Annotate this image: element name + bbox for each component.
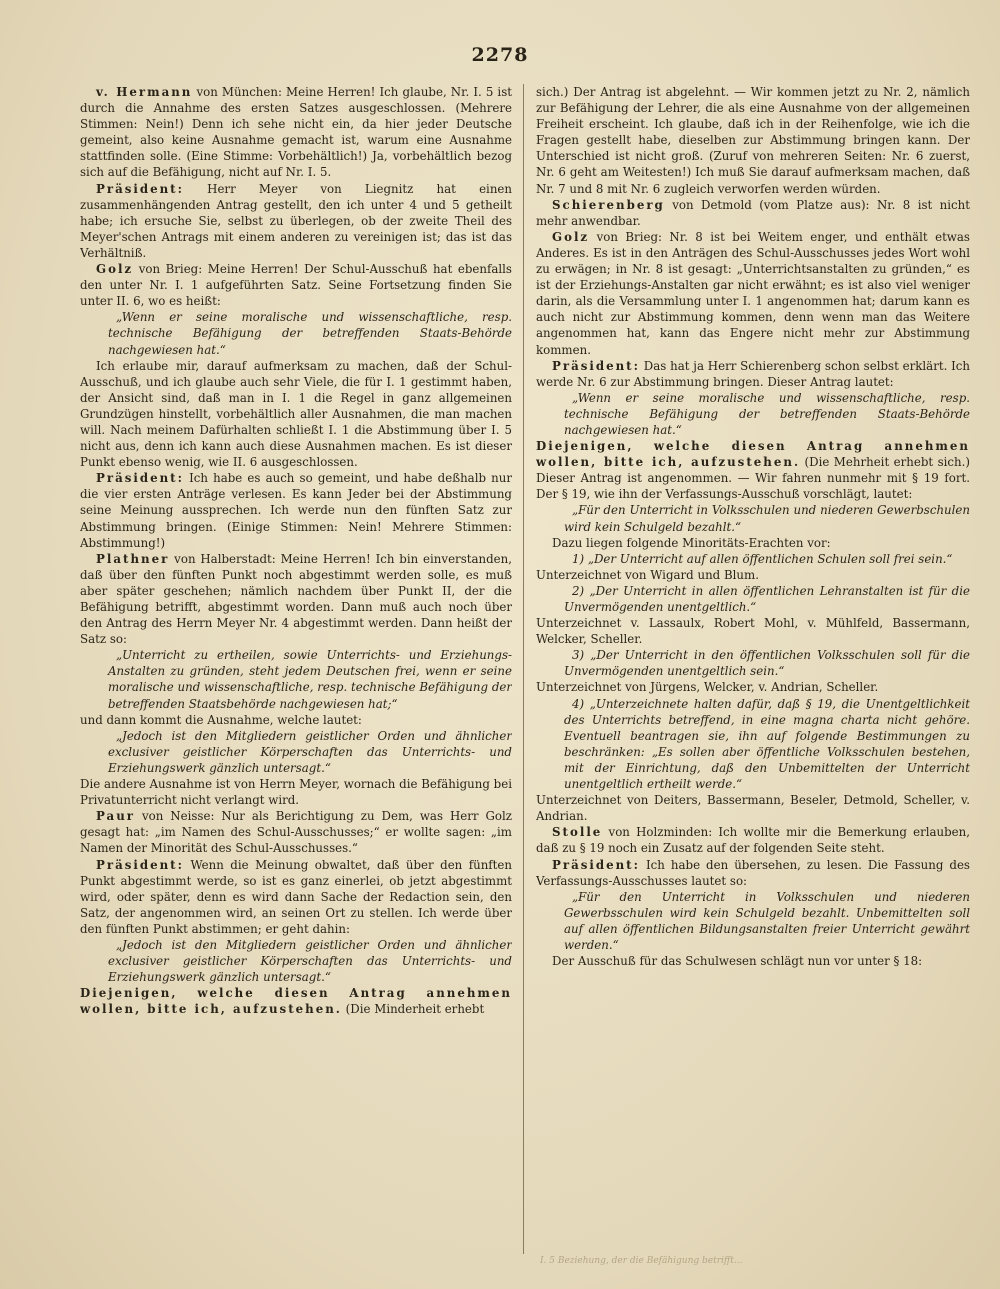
text-paragraph: Unterzeichnet v. Lassaulx, Robert Mohl, v. Mühlfeld, Bassermann, Welcker, Scheller. xyxy=(536,616,970,647)
quoted-motion: „Für den Unterricht in Volksschulen und niederen Gewerbsschulen wird kein Schulgeld bezahlt. Unbemittelten soll auf allen öffentlichen Bildungsanstalten freier Unterricht gewährt werden.“ xyxy=(564,889,970,952)
speech-text: von Holzminden: Ich wollte mir die Bemerkung erlauben, daß zu § 19 noch ein Zusatz auf der folgenden Seite steht. xyxy=(536,825,970,856)
speaker-name: Präsident: xyxy=(552,857,640,872)
vote-call-spaced: Diejenigen, welche diesen Antrag annehmen wollen, bitte ich, aufzustehen. xyxy=(80,986,512,1017)
speech-paragraph xyxy=(536,197,970,229)
bleed-through-text: I. 5 Beziehung, der die Befähigung betrifft... xyxy=(540,1256,743,1266)
speech-text: von Brieg: Meine Herren! Der Schul-Ausschuß hat ebenfalls den unter Nr. I. 1 aufgeführten Satz. Seine Fortsetzung finden Sie unter II. 6, wo es heißt: xyxy=(80,262,512,309)
text-paragraph: Unterzeichnet von Wigard und Blum. xyxy=(536,567,759,582)
speaker-name: Paur xyxy=(96,809,135,824)
text-paragraph: Der Ausschuß für das Schulwesen schlägt nun vor unter § 18: xyxy=(552,954,923,969)
speech-text: Das hat ja Herr Schierenberg schon selbst erklärt. Ich werde Nr. 6 zur Abstimmung bringen. Dieser Antrag lautet: xyxy=(536,358,970,389)
quoted-motion: 1) „Der Unterricht auf allen öffentlichen Schulen soll frei sein.“ xyxy=(572,551,953,566)
quoted-motion: „Für den Unterricht in Volksschulen und niederen Gewerbschulen wird kein Schulgeld bezahlt.“ xyxy=(564,503,970,534)
text-paragraph: Unterzeichnet von Jürgens, Welcker, v. Andrian, Scheller. xyxy=(536,680,879,695)
speaker-name: v. Hermann xyxy=(96,85,193,99)
vote-result-text: (Die Minderheit erhebt xyxy=(341,1002,485,1017)
right-column xyxy=(536,84,970,1254)
speaker-name: Präsident: xyxy=(96,181,184,196)
speech-paragraph xyxy=(80,551,512,648)
speech-paragraph xyxy=(536,229,970,358)
quoted-motion: „Jedoch ist den Mitgliedern geistlicher Orden und ähnlicher exclusiver geistlicher Körperschaften das Unterrichts- und Erziehungswerk gänzlich untersagt.“ xyxy=(108,937,512,985)
speech-text: Herr Meyer von Liegnitz hat einen zusammenhängenden Antrag gestellt, den ich unter 4 und 5 getheilt habe; ich ersuche Sie, selbst zu überlegen, ob der zweite Theil des Meyer'schen Antrags mit einem anderen zu vereinigen ist; das ist das Verhältniß. xyxy=(80,181,512,260)
speech-paragraph xyxy=(80,84,512,181)
column-divider xyxy=(523,84,524,1254)
speech-text: Ich habe den übersehen, zu lesen. Die Fassung des Verfassungs-Ausschusses lautet so: xyxy=(536,857,970,888)
quoted-motion: „Jedoch ist den Mitgliedern geistlicher Orden und ähnlicher exclusiver geistlicher Körperschaften das Unterrichts- und Erziehungswerk gänzlich untersagt.“ xyxy=(108,728,512,775)
speech-paragraph xyxy=(536,857,970,889)
text-paragraph: Unterzeichnet von Deiters, Bassermann, Beseler, Detmold, Scheller, v. Andrian. xyxy=(536,793,970,824)
speech-text: von Brieg: Nr. 8 ist bei Weitem enger, und enthält etwas Anderes. Es ist in den Anträgen des Schul-Ausschusses jedes Wort wohl zu erwägen; in Nr. 8 ist gesagt: „Unterrichtsanstalten zu gründen,“ es ist der Erziehungs-Anstalten gar nicht erwähnt; es ist also viel weniger darin, als die Versammlung unter I. 1 angenommen hat; darum kann es auch nicht zur Abstimmung kommen, denn wenn man das Weitere angenommen hat, kann das Engere nicht mehr zur Abstimmung kommen. xyxy=(536,229,970,357)
speaker-name: Präsident: xyxy=(96,857,184,872)
speaker-name: Präsident: xyxy=(96,471,184,486)
vote-call xyxy=(80,985,512,1017)
speech-paragraph xyxy=(80,181,512,261)
quoted-motion: 4) „Unterzeichnete halten dafür, daß § 19, die Unentgeltlichkeit des Unterrichts betreffend, in eine magna charta nicht gehöre. Eventuell beantragen sie, ihn auf folgende Bestimmungen zu beschränken: „Es sollen aber öffentliche Volksschulen bestehen, mit der Einrichtung, daß den Unbemittelten der Unterricht unentgeltlich ertheilt werde.“ xyxy=(564,696,970,792)
speech-text: von Halberstadt: Meine Herren! Ich bin einverstanden, daß über den fünften Punkt noch abgestimmt werden solle, es muß aber später geschehen; nämlich nachdem über Punkt II, der die Befähigung betrifft, abgestimmt worden. Dann muß auch noch über den Antrag des Herrn Meyer Nr. 4 abgestimmt werden. Dann heißt der Satz so: xyxy=(80,551,512,647)
text-paragraph: und dann kommt die Ausnahme, welche lautet: xyxy=(80,712,362,727)
speaker-name: Präsident: xyxy=(552,358,640,373)
speech-text: von Detmold (vom Platze aus): Nr. 8 ist nicht mehr anwendbar. xyxy=(536,197,970,228)
speech-text: Ich habe es auch so gemeint, und habe deßhalb nur die vier ersten Anträge verlesen. Es kann Jeder bei der Abstimmung seine Meinung aussprechen. Ich werde nun den fünften Satz zur Abstimmung bringen. (Einige Stimmen: Nein! Mehrere Stimmen: Abstimmung!) xyxy=(80,471,512,550)
speaker-name: Golz xyxy=(96,262,134,277)
speech-paragraph xyxy=(80,261,512,309)
quoted-motion: 2) „Der Unterricht in allen öffentlichen Lehranstalten ist für die Unvermögenden unentgeltlich.“ xyxy=(564,583,970,614)
speech-paragraph xyxy=(80,857,512,937)
quoted-motion: „Wenn er seine moralische und wissenschaftliche, resp. technische Befähigung der betreffenden Staats-Behörde nachgewiesen hat.“ xyxy=(564,390,970,437)
quoted-motion: 3) „Der Unterricht in den öffentlichen Volksschulen soll für die Unvermögenden unentgeltlich sein.“ xyxy=(564,648,970,679)
text-paragraph: Die andere Ausnahme ist von Herrn Meyer, wornach die Befähigung bei Privatunterricht nicht verlangt wird. xyxy=(80,777,512,808)
left-column xyxy=(80,84,512,1254)
speaker-name: Golz xyxy=(552,229,590,244)
text-paragraph: Dazu liegen folgende Minoritäts-Erachten vor: xyxy=(552,535,831,550)
speech-text: von München: Meine Herren! Ich glaube, Nr. I. 5 ist durch die Annahme des ersten Satzes ausgeschlossen. (Mehrere Stimmen: Nein!) Denn ich sehe nicht ein, da hier jeder Deutsche gemeint, also keine Ausnahme gemacht ist, warum eine Ausnahme stattfinden solle. (Eine Stimme: Vorbehältlich!) Ja, vorbehältlich bezog sich auf die Befähigung, nicht auf Nr. I. 5. xyxy=(80,85,512,180)
speech-text: von Neisse: Nur als Berichtigung zu Dem, was Herr Golz gesagt hat: „im Namen des Schul-Ausschusses;“ er wollte sagen: „im Namen der Minorität des Schul-Ausschusses.“ xyxy=(80,809,512,856)
text-paragraph: sich.) Der Antrag ist abgelehnt. — Wir kommen jetzt zu Nr. 2, nämlich zur Befähigung der Lehrer, die als eine Ausnahme von der allgemeinen Freiheit erscheint. Ich glaube, daß ich in der Reihenfolge, wie ich die Fragen gestellt habe, dieselben zur Abstimmung bringen kann. Der Unterschied ist nicht groß. (Zuruf von mehreren Seiten: Nr. 6 zuerst, Nr. 6 geht am Weitesten!) Ich muß Sie darauf aufmerksam machen, daß Nr. 7 und 8 mit Nr. 6 zugleich verworfen werden würden. xyxy=(536,85,970,196)
quoted-motion: „Unterricht zu ertheilen, sowie Unterrichts- und Erziehungs-Anstalten zu gründen, steht jedem Deutschen frei, wenn er seine moralische und wissenschaftliche, resp. technische Befähigung der betreffenden Staatsbehörde nachgewiesen hat;“ xyxy=(108,648,512,711)
speaker-name: Schierenberg xyxy=(552,197,665,212)
vote-call-spaced: Diejenigen, welche diesen Antrag annehmen wollen, bitte ich, aufzustehen. xyxy=(536,439,970,470)
vote-result-text: (Die Mehrheit erhebt sich.) Dieser Antrag ist angenommen. — Wir fahren nunmehr mit § 19 fort. Der § 19, wie ihn der Verfassungs-Ausschuß vorschlägt, lautet: xyxy=(536,455,970,502)
page-number: 2278 xyxy=(471,44,529,66)
speech-text: Wenn die Meinung obwaltet, daß über den fünften Punkt abgestimmt werde, so ist es ganz einerlei, ob jetzt abgestimmt wird, oder später, denn es wird dann Sache der Redaction sein, den Satz, der angenommen wird, an seinen Ort zu stellen. Ich werde über den fünften Punkt abstimmen; er geht dahin: xyxy=(80,857,512,936)
speaker-name: Stolle xyxy=(552,825,603,840)
speech-paragraph xyxy=(80,808,512,856)
quoted-motion: „Wenn er seine moralische und wissenschaftliche, resp. technische Befähigung der betreffenden Staats-Behörde nachgewiesen hat.“ xyxy=(108,310,512,357)
text-paragraph: Ich erlaube mir, darauf aufmerksam zu machen, daß der Schul-Ausschuß, und ich glaube auch sehr Viele, die für I. 1 gestimmt haben, der Ansicht sind, daß man in I. 1 die Regel in ganz allgemeinen Grundzügen hinstellt, vorbehältlich aller Ausnahmen, die man machen will. Nach meinem Dafürhalten schließt I. 1 die Abstimmung über I. 5 nicht aus, denn ich kann auch diese Ausnahmen machen. Es ist dieser Punkt ebenso wenig, wie II. 6 ausgeschlossen. xyxy=(80,358,512,470)
vote-call xyxy=(536,438,970,502)
speech-paragraph xyxy=(536,824,970,856)
speech-paragraph xyxy=(80,470,512,550)
speaker-name: Plathner xyxy=(96,551,170,566)
speech-paragraph xyxy=(536,358,970,390)
